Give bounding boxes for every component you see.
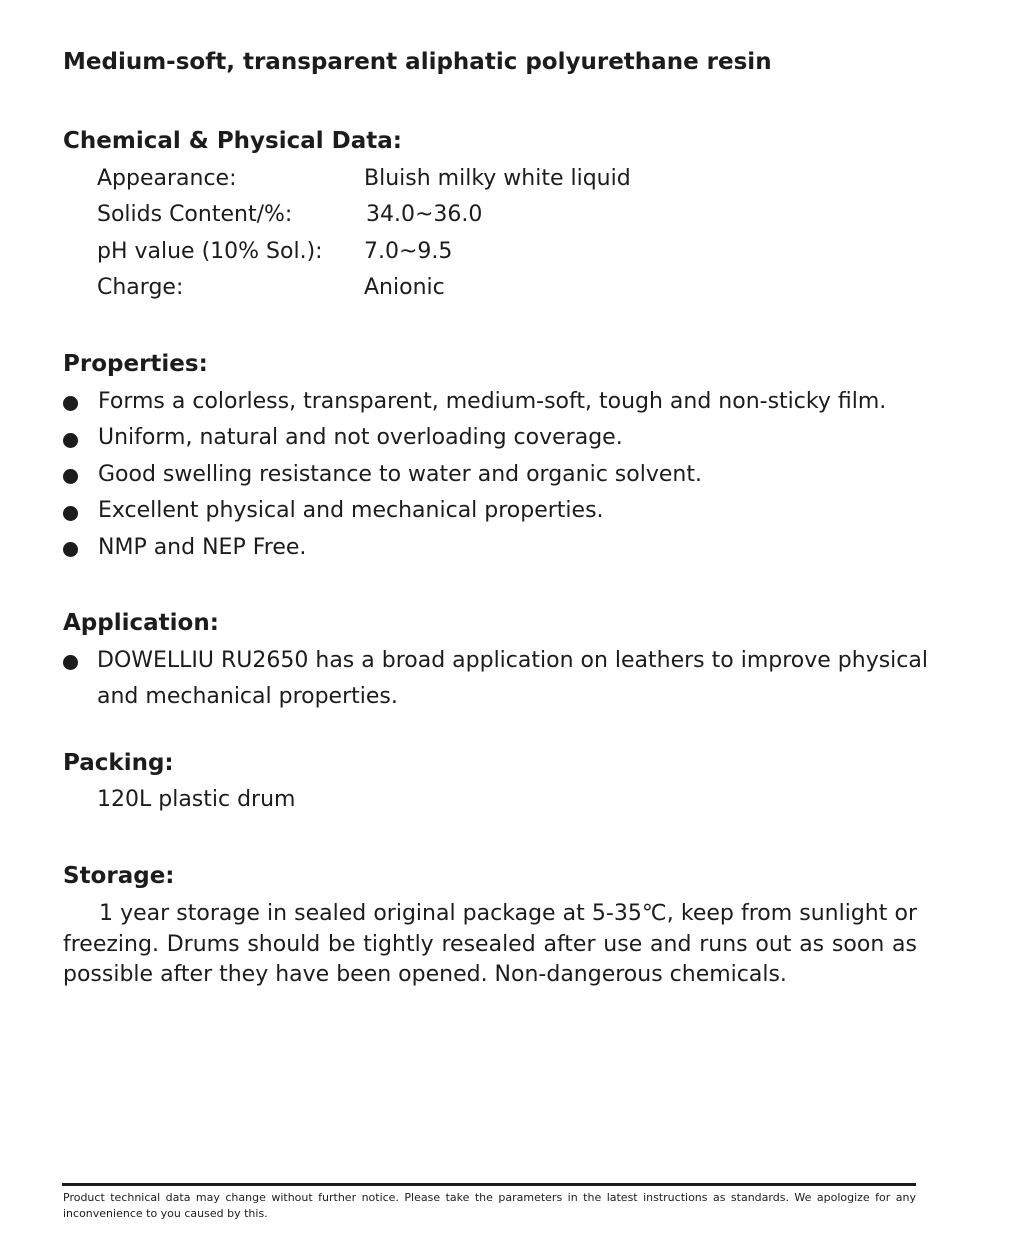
ph-value-label: pH value (10% Sol.): — [97, 239, 323, 264]
appearance-label: Appearance: — [97, 166, 237, 191]
bullet-icon — [63, 506, 78, 521]
bullet-icon — [63, 469, 78, 484]
footer-disclaimer: Product technical data may change without further notice. Please take the parameters in the latest instructions as standards. We apologize for any inconvenience to you caused by this. — [63, 1191, 916, 1220]
chemical-data-heading: Chemical & Physical Data: — [63, 128, 402, 154]
bullet-icon — [63, 433, 78, 448]
properties-heading: Properties: — [63, 351, 208, 377]
storage-text: 1 year storage in sealed original package at 5-35℃, keep from sunlight or freezing. Drums should be tightly resealed after use and runs out as soon as possible after they have been opened. Non-dangerous chemicals. — [63, 901, 917, 987]
property-item: Uniform, natural and not overloading coverage. — [98, 425, 623, 450]
solids-content-value: 34.0~36.0 — [366, 202, 483, 227]
packing-text: 120L plastic drum — [97, 787, 296, 812]
charge-label: Charge: — [97, 275, 184, 300]
bullet-icon — [63, 655, 78, 670]
ph-value-value: 7.0~9.5 — [364, 239, 453, 264]
bullet-icon — [63, 396, 78, 411]
bullet-icon — [63, 542, 78, 557]
document-title: Medium-soft, transparent aliphatic polyurethane resin — [63, 49, 772, 75]
property-item: Excellent physical and mechanical properties. — [98, 498, 604, 523]
property-item: Forms a colorless, transparent, medium-soft, tough and non-sticky film. — [98, 389, 887, 414]
packing-heading: Packing: — [63, 750, 174, 776]
solids-content-label: Solids Content/%: — [97, 202, 293, 227]
application-text-line1: DOWELLIU RU2650 has a broad application on leathers to improve physical — [97, 648, 928, 673]
footer-divider — [62, 1183, 916, 1186]
property-item: NMP and NEP Free. — [98, 535, 307, 560]
storage-heading: Storage: — [63, 863, 175, 889]
charge-value: Anionic — [364, 275, 445, 300]
application-heading: Application: — [63, 610, 219, 636]
appearance-value: Bluish milky white liquid — [364, 166, 631, 191]
property-item: Good swelling resistance to water and organic solvent. — [98, 462, 702, 487]
application-text-line2: and mechanical properties. — [97, 684, 398, 709]
